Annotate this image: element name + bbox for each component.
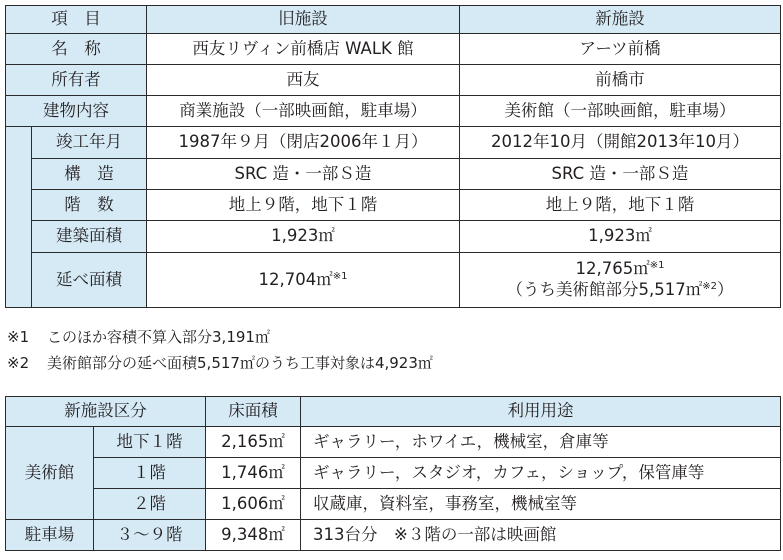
floor-area: 2,165㎡ [206, 427, 301, 458]
header-new: 新施設 [460, 6, 781, 34]
old-owner: 西友 [147, 65, 460, 96]
floor-label: １階 [94, 458, 206, 489]
group-museum: 美術館 [6, 427, 94, 520]
floor-area: 1,746㎡ [206, 458, 301, 489]
new-contents: 美術館（一部映画館，駐車場） [460, 96, 781, 127]
footnote-2 [7, 352, 433, 373]
row-label-floor-area: 延べ面積 [32, 253, 147, 308]
new-name: アーツ前橋 [460, 34, 781, 65]
row-label-completed: 竣工年月 [32, 127, 147, 159]
floor-label: ２階 [94, 489, 206, 520]
new-structure: SRC 造・一部Ｓ造 [460, 159, 781, 190]
header-division: 新施設区分 [6, 397, 206, 427]
table-row [6, 190, 781, 221]
floor-use: ギャラリー，スタジオ，カフェ，ショップ，保管庫等 [301, 458, 781, 489]
new-floor-area-sub-close: ） [717, 280, 734, 299]
row-label-building-area: 建築面積 [32, 221, 147, 253]
table-row [6, 34, 781, 65]
new-floor-area-value: 12,765㎡ [575, 259, 650, 279]
table-row [6, 489, 781, 520]
new-building-area: 1,923㎡ [460, 221, 781, 253]
group-parking: 駐車場 [6, 520, 94, 551]
new-floor-area [460, 253, 781, 308]
footnote-1 [7, 326, 270, 347]
new-floor-area-sub-note: ※2 [702, 281, 717, 292]
footnote-text: 美術館部分の延べ面積5,517㎡のうち工事対象は4,923㎡ [47, 354, 433, 372]
floor-area: 1,606㎡ [206, 489, 301, 520]
old-floor-area [147, 253, 460, 308]
indent-cell [6, 253, 32, 308]
table-header-row [6, 6, 781, 34]
old-floor-area-value: 12,704㎡ [258, 269, 333, 289]
table-row [6, 127, 781, 159]
footnote-text: このほか容積不算入部分3,191㎡ [47, 328, 270, 346]
indent-cell [6, 127, 32, 159]
new-facility-use-table [5, 396, 781, 551]
old-contents: 商業施設（一部映画館，駐車場） [147, 96, 460, 127]
table-row [6, 159, 781, 190]
old-structure: SRC 造・一部Ｓ造 [147, 159, 460, 190]
row-label-floors: 階 数 [32, 190, 147, 221]
old-floors: 地上９階，地下１階 [147, 190, 460, 221]
table-row [6, 520, 781, 551]
floor-use: 収蔵庫，資料室，事務室，機械室等 [301, 489, 781, 520]
floor-label: ３～９階 [94, 520, 206, 551]
table-row [6, 65, 781, 96]
new-floors: 地上９階，地下１階 [460, 190, 781, 221]
footnote-mark: ※2 [7, 354, 30, 372]
floor-label: 地下１階 [94, 427, 206, 458]
new-floor-area-sub: （うち美術館部分5,517㎡ [506, 280, 703, 299]
header-item: 項 目 [6, 6, 147, 34]
header-old: 旧施設 [147, 6, 460, 34]
indent-cell [6, 159, 32, 190]
row-label-owner: 所有者 [6, 65, 147, 96]
old-building-area: 1,923㎡ [147, 221, 460, 253]
floor-area: 9,348㎡ [206, 520, 301, 551]
new-floor-area-line1 [460, 259, 780, 280]
new-completed: 2012年10月（開館2013年10月） [460, 127, 781, 159]
floor-use: ギャラリー，ホワイエ，機械室，倉庫等 [301, 427, 781, 458]
table-row [6, 253, 781, 308]
floor-use: 313台分 ※３階の一部は映画館 [301, 520, 781, 551]
table-row [6, 427, 781, 458]
row-label-contents: 建物内容 [6, 96, 147, 127]
table-row [6, 221, 781, 253]
footnote-mark: ※1 [7, 328, 30, 346]
indent-cell [6, 190, 32, 221]
row-label-structure: 構 造 [32, 159, 147, 190]
header-area: 床面積 [206, 397, 301, 427]
new-floor-area-line2 [460, 280, 780, 301]
old-floor-area-note: ※1 [332, 270, 348, 282]
new-owner: 前橋市 [460, 65, 781, 96]
header-use: 利用用途 [301, 397, 781, 427]
table-row [6, 458, 781, 489]
facility-comparison-table [5, 5, 781, 308]
indent-cell [6, 221, 32, 253]
table-header-row [6, 397, 781, 427]
row-label-name: 名 称 [6, 34, 147, 65]
old-name: 西友リヴィン前橋店 WALK 館 [147, 34, 460, 65]
table-row [6, 96, 781, 127]
old-completed: 1987年９月（閉店2006年１月） [147, 127, 460, 159]
new-floor-area-note: ※1 [649, 260, 665, 272]
